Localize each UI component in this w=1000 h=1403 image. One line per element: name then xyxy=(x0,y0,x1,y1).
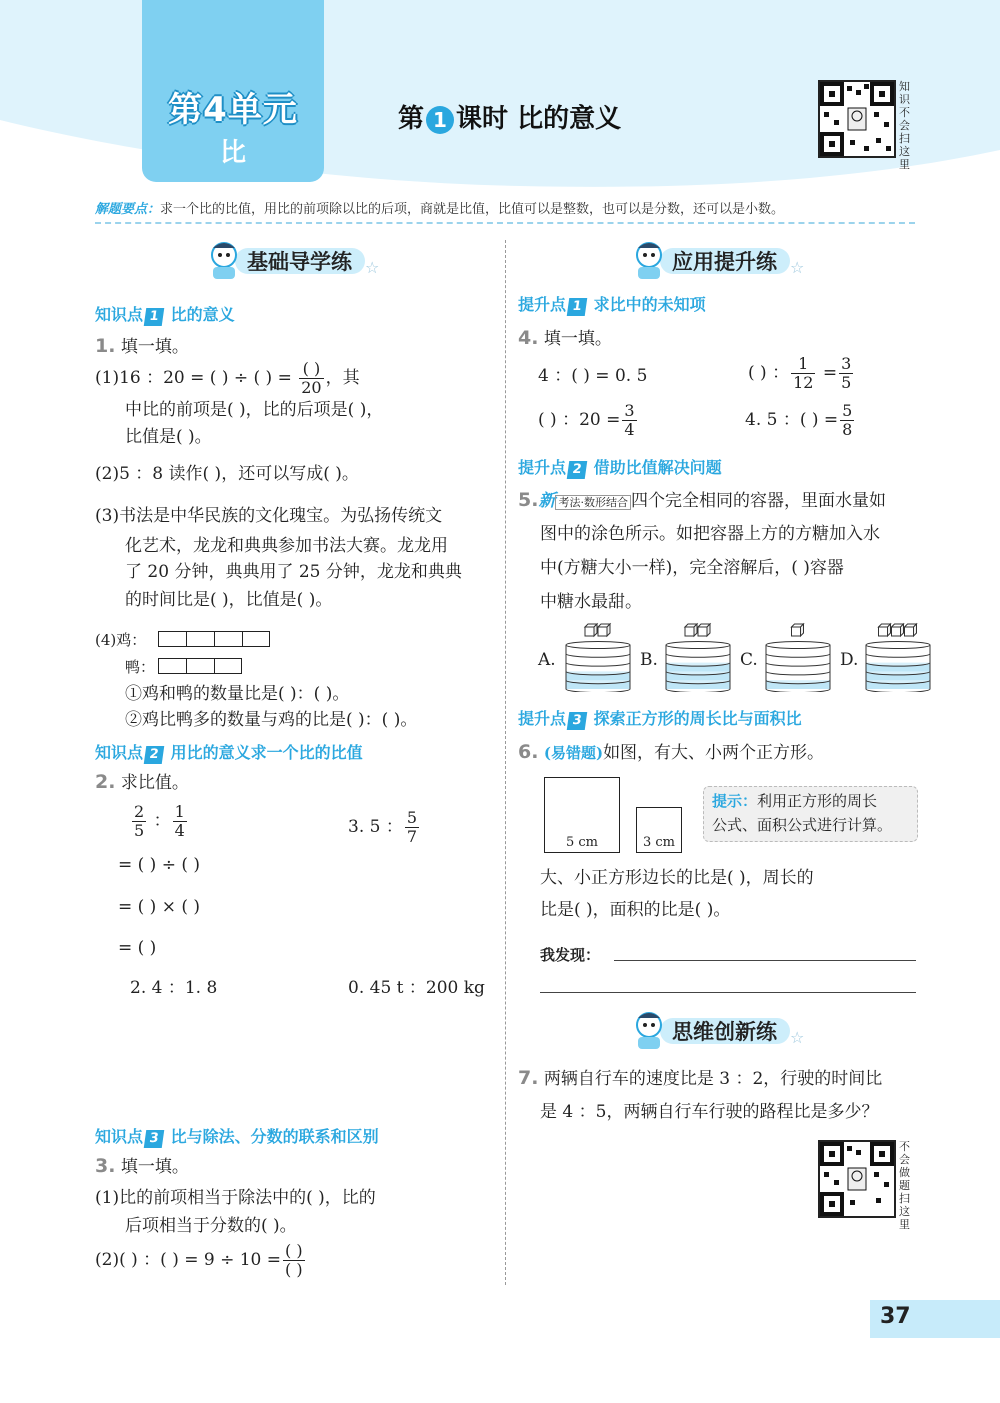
sugar-cube-icon xyxy=(792,624,804,636)
container-ring xyxy=(766,642,830,649)
container-ring xyxy=(866,642,930,649)
qr-code-bottom[interactable] xyxy=(818,1140,896,1218)
question-5-line2: 图中的涂色所示。如把容器上方的方糖加入水 xyxy=(540,524,880,544)
q6-line2: 比是( )，面积的比是( )。 xyxy=(540,900,731,920)
container-ring xyxy=(666,642,730,649)
hint-label: 提示： xyxy=(712,792,758,810)
tag-badge: 考法·数形结合 xyxy=(555,495,631,510)
question-7-line2: 是 4 ：5，两辆自行车行驶的路程比是多少？ xyxy=(540,1102,879,1122)
star-icon: ☆ xyxy=(365,258,380,277)
q3-part1-line1: (1)比的前项相当于除法中的( )，比的 xyxy=(95,1188,376,1208)
sugar-cube-icon xyxy=(892,624,904,636)
question-5-line1: 5.新 考法·数形结合 四个完全相同的容器，里面水量如 xyxy=(518,489,886,511)
sugar-cube-icon xyxy=(598,624,610,636)
q4-b: ( ) ： $\frac{1}{12}$ = $\frac{3}{5}$ xyxy=(748,354,852,392)
option-c-label: C. xyxy=(740,650,758,670)
answer-line[interactable] xyxy=(614,960,916,961)
lesson-title: 第 1 课时 比的意义 xyxy=(398,104,622,134)
lesson-number-badge: 1 xyxy=(426,106,454,134)
section-header-innovation: 思维创新练 ☆ xyxy=(630,1010,810,1050)
q1-part3-line3: 了 20 分钟，典典用了 25 分钟，龙龙和典典 xyxy=(125,562,462,582)
hint-bubble: 提示：利用正方形的周长 公式、面积公式进行计算。 xyxy=(703,786,918,842)
tips-bar xyxy=(95,200,915,224)
q1-part3-line4: 的时间比是( )，比值是( )。 xyxy=(125,590,333,610)
container-a xyxy=(562,620,634,692)
page-number: 37 xyxy=(880,1304,911,1329)
chicken-boxes xyxy=(158,631,270,647)
tips-text: 求一个比的比值，用比的前项除以比的后项，商就是比值，比值可以是整数，也可以是分数，还可以是小数。 xyxy=(160,202,785,217)
q4-d: 4. 5 ：( ) = $\frac{5}{8}$ xyxy=(745,401,853,439)
q1-part4-duck-label: 鸭： xyxy=(125,658,156,676)
big-square: 5 cm xyxy=(544,777,620,853)
qr-code-top[interactable] xyxy=(818,80,896,158)
q2-expr3: 2. 4 ：1. 8 xyxy=(130,978,218,998)
q3-part2: (2)( ) ：( ) = 9 ÷ 10 = $\frac{( )}{( )}$ xyxy=(95,1241,303,1279)
mascot-icon xyxy=(630,1010,668,1050)
q1-part1-line2: 中比的前项是( )，比的后项是( )， xyxy=(125,400,384,420)
q1-part4-a: ①鸡和鸭的数量比是( )：( )。 xyxy=(125,684,350,704)
star-icon: ☆ xyxy=(790,1028,805,1047)
unit-subtitle: 比 xyxy=(219,138,246,168)
mascot-icon xyxy=(205,240,243,280)
question-3-title: 3. 填一填。 xyxy=(95,1155,189,1177)
q1-part3-line1: (3)书法是中华民族的文化瑰宝。为弘扬传统文 xyxy=(95,506,443,526)
question-2-title: 2. 求比值。 xyxy=(95,771,189,793)
question-7-line1: 7. 两辆自行车的速度比是 3 ：2，行驶的时间比 xyxy=(518,1067,883,1089)
q1-part4-b: ②鸡比鸭多的数量与鸡的比是( )：( )。 xyxy=(125,710,418,730)
q2-expr2: 3. 5 ： $\frac{5}{7}$ xyxy=(348,808,418,846)
question-4-title: 4. 填一填。 xyxy=(518,327,612,349)
question-5-line3: 中(方糖大小一样)，完全溶解后，( )容器 xyxy=(540,558,844,578)
qr-code-icon xyxy=(820,1142,894,1216)
discover-label: 我发现： xyxy=(540,946,601,964)
container-c xyxy=(762,620,834,692)
improvement-point-1: 提升点 1 求比中的未知项 xyxy=(518,295,706,314)
q2-step1: = ( ) ÷ ( ) xyxy=(118,855,201,875)
star-icon: ☆ xyxy=(790,258,805,277)
q1-part1-line3: 比值是( )。 xyxy=(125,427,212,447)
sugar-cube-icon xyxy=(905,624,917,636)
column-divider xyxy=(505,240,506,1285)
sugar-cube-icon xyxy=(585,624,597,636)
section-header-application: 应用提升练 ☆ xyxy=(630,240,810,280)
knowledge-point-2: 知识点 2 用比的意义求一个比的比值 xyxy=(95,743,363,762)
tips-label: 解题要点： xyxy=(95,202,161,217)
q1-part2: (2)5 ：8 读作( )，还可以写成( )。 xyxy=(95,464,359,484)
q1-part1-line1: (1)16 ：20 = ( ) ÷ ( ) = $\frac{( )}{20}$ ，其 xyxy=(95,359,360,397)
section-header-basic: 基础导学练 ☆ xyxy=(205,240,385,280)
container-ring xyxy=(566,642,630,649)
qr-top-caption: 知识不会扫这里 xyxy=(899,80,910,171)
sugar-cube-icon xyxy=(879,624,891,636)
question-6-title: 6. (易错题)如图，有大、小两个正方形。 xyxy=(518,741,825,763)
duck-boxes xyxy=(158,658,242,674)
option-a-label: A. xyxy=(538,650,556,670)
sugar-cube-icon xyxy=(685,624,697,636)
q6-line1: 大、小正方形边长的比是( )，周长的 xyxy=(540,868,814,888)
small-square: 3 cm xyxy=(636,807,682,853)
q1-part4-chicken-label: (4)鸡： xyxy=(95,631,147,649)
container-d xyxy=(862,620,934,692)
option-b-label: B. xyxy=(640,650,658,670)
q4-a: 4 ：( ) = 0. 5 xyxy=(538,366,648,386)
question-1-title: 1. 填一填。 xyxy=(95,335,189,357)
q3-part1-line2: 后项相当于分数的( )。 xyxy=(125,1216,297,1236)
mascot-icon xyxy=(630,240,668,280)
answer-line[interactable] xyxy=(540,992,916,993)
improvement-point-3: 提升点 3 探索正方形的周长比与面积比 xyxy=(518,709,802,728)
q2-expr4: 0. 45 t ：200 kg xyxy=(348,978,485,998)
q2-step2: = ( ) × ( ) xyxy=(118,897,201,917)
container-b xyxy=(662,620,734,692)
page-number-tab xyxy=(870,1300,1000,1338)
knowledge-point-3: 知识点 3 比与除法、分数的联系和区别 xyxy=(95,1127,379,1146)
option-d-label: D. xyxy=(840,650,859,670)
q1-part3-line2: 化艺术，龙龙和典典参加书法大赛。龙龙用 xyxy=(125,536,448,556)
knowledge-point-1: 知识点 1 比的意义 xyxy=(95,305,235,324)
q2-step3: = ( ) xyxy=(118,938,157,958)
improvement-point-2: 提升点 2 借助比值解决问题 xyxy=(518,458,722,477)
fraction: $\frac{( )}{20}$ xyxy=(301,359,322,397)
qr-code-icon xyxy=(820,82,894,156)
q4-c: ( ) ：20 = $\frac{3}{4}$ xyxy=(538,401,635,439)
unit-title: 第4单元 xyxy=(168,90,298,130)
qr-bottom-caption: 不会做题扫这里 xyxy=(899,1140,910,1231)
q2-expr1: $\frac{2}{5}$ ： $\frac{1}{4}$ xyxy=(134,802,185,840)
sugar-cube-icon xyxy=(698,624,710,636)
question-5-line4: 中糖水最甜。 xyxy=(540,592,642,612)
